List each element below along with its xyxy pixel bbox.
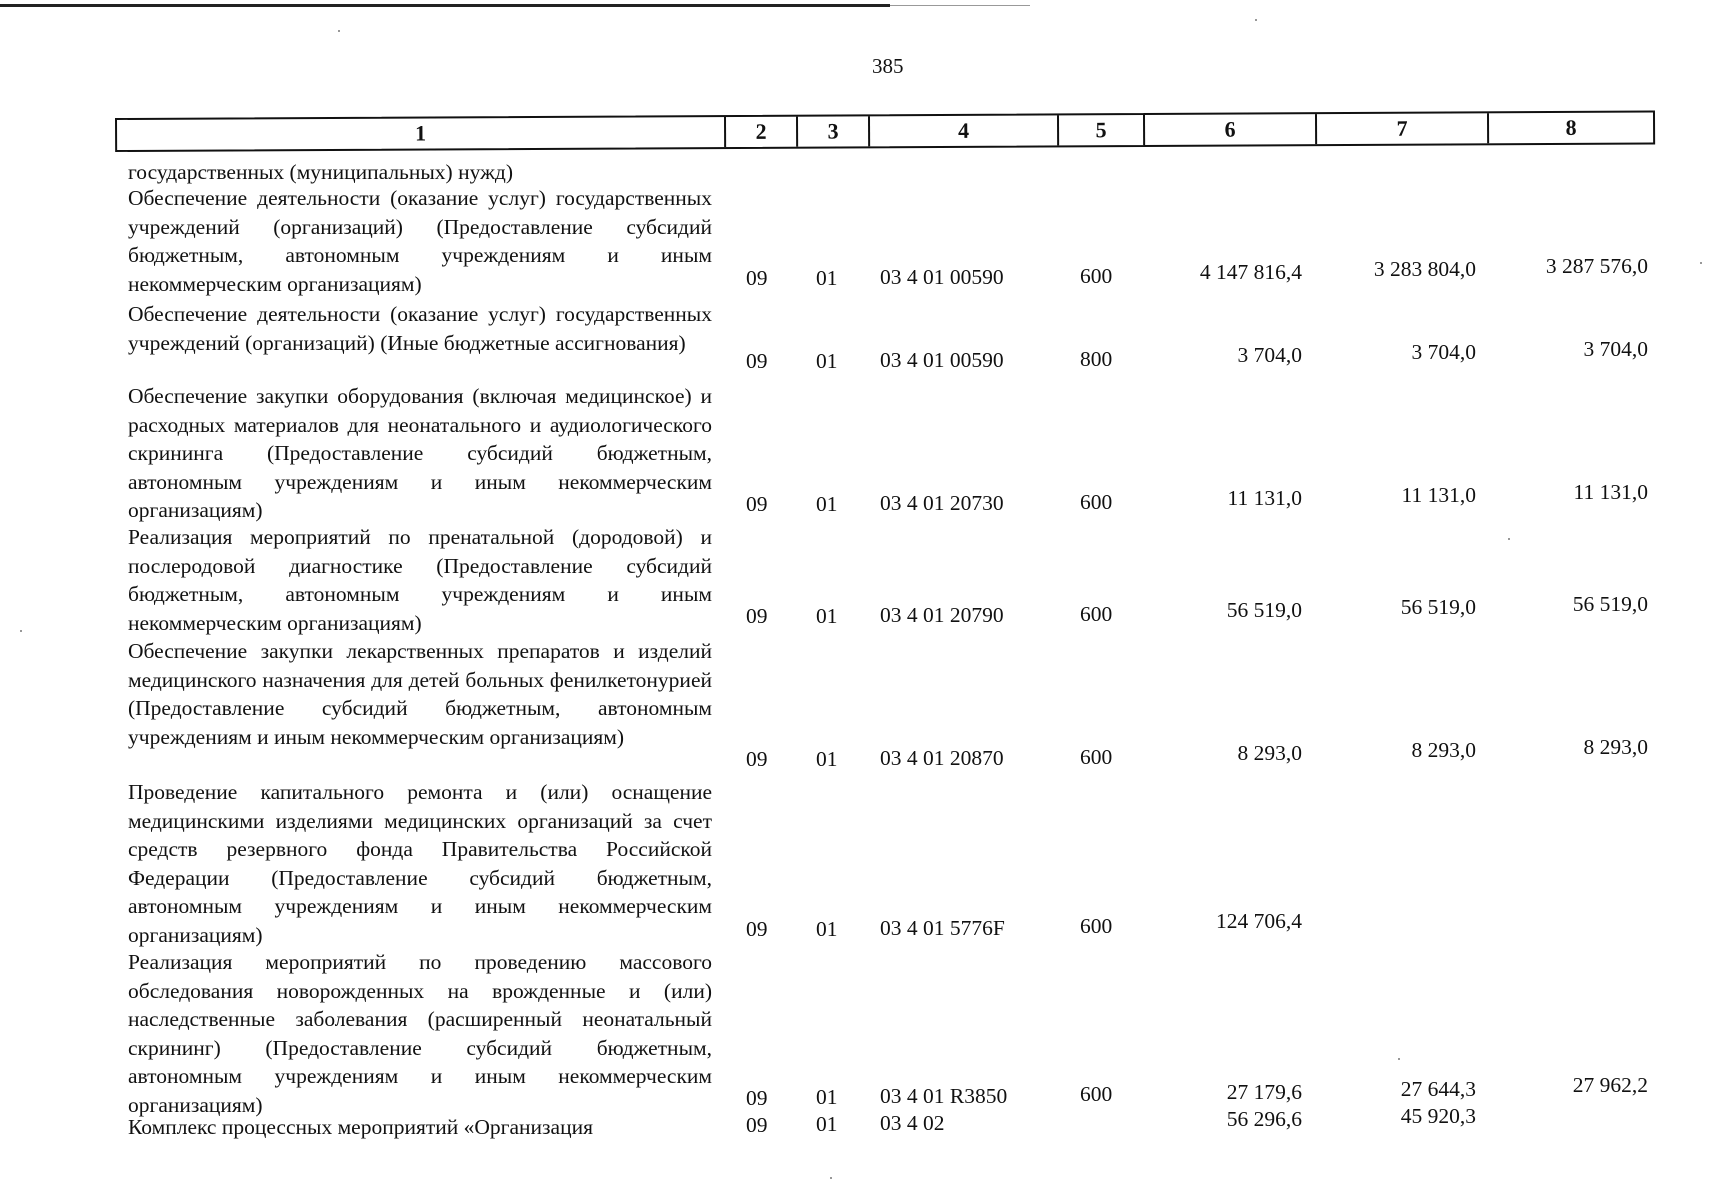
row-col-5: 600: [1080, 914, 1113, 938]
row-col-7: 3 704,0: [1411, 340, 1476, 364]
row-col-8: 11 131,0: [1573, 480, 1648, 504]
row-description: Обеспечение деятельности (оказание услуг) государственных учреждений (организаций) (Предоставление субсидий бюджетным, автономным учреждениям и иным некоммерческим организациям): [128, 186, 712, 296]
row-col-5: 600: [1080, 490, 1113, 514]
row-col-7: 8 293,0: [1411, 738, 1476, 762]
row-description: Реализация мероприятий по пренатальной (дородовой) и послеродовой диагностике (Предоставление субсидий бюджетным, автономным учреждениям и иным некоммерческим организациям): [128, 525, 712, 635]
row-col-4: 03 4 01 20870: [880, 746, 1004, 770]
scan-speck: [1398, 1058, 1400, 1060]
header-col-5: 5: [1057, 115, 1143, 145]
row-col-6: 8 293,0: [1237, 741, 1302, 765]
header-col-1: 1: [415, 120, 427, 146]
row-col-2: 09: [746, 266, 768, 290]
header-col-6: 6: [1143, 114, 1315, 145]
header-col-8: 8: [1487, 112, 1653, 143]
row-col-6: 56 519,0: [1226, 598, 1302, 622]
row-col-7: 3 283 804,0: [1373, 257, 1476, 281]
row-col-2: 09: [746, 917, 768, 941]
page-number: 385: [872, 54, 904, 78]
row-description: Проведение капитального ремонта и (или) оснащение медицинскими изделиями медицинских организаций за счет средств резервного фонда Правительства Российской Федерации (Предоставление субсидий бюджетным, автономным учреждениям и иным некоммерческим организациям): [128, 780, 712, 947]
table-header-row: [115, 110, 1655, 152]
row-col-3: 01: [816, 917, 838, 941]
row-col-5: 600: [1080, 745, 1113, 769]
row-col-2: 09: [746, 1113, 768, 1137]
row-col-3: 01: [816, 1112, 838, 1136]
row-col-4: 03 4 01 20730: [880, 491, 1004, 515]
row-col-5: 600: [1080, 1082, 1113, 1106]
row-description: Обеспечение деятельности (оказание услуг) государственных учреждений (организаций) (Иные бюджетные ассигнования): [128, 302, 712, 355]
row-col-3: 01: [816, 349, 838, 373]
row-description: Обеспечение закупки лекарственных препаратов и изделий медицинского назначения для детей больных фенилкетонурией (Предоставление субсидий бюджетным, автономным учреждениям и иным некоммерческим организациям): [128, 639, 712, 749]
row-description: Реализация мероприятий по проведению массового обследования новорожденных на врожденные и (или) наследственные заболевания (расширенный неонатальный скрининг) (Предоставление субсидий бюджетным, автономным учреждениям и иным некоммерческим организациям): [128, 950, 712, 1117]
row-col-4: 03 4 01 00590: [880, 348, 1004, 372]
scan-speck: [1255, 19, 1257, 21]
scan-speck: [20, 630, 22, 632]
scan-speck: [1700, 262, 1702, 264]
row-col-7: 56 519,0: [1400, 595, 1476, 619]
row-col-6: 124 706,4: [1216, 909, 1302, 933]
scan-speck: [1508, 538, 1510, 540]
row-col-6: 4 147 816,4: [1199, 260, 1302, 284]
row-col-7: 27 644,3: [1400, 1077, 1476, 1101]
row-col-3: 01: [816, 1085, 838, 1109]
row-description: Обеспечение закупки оборудования (включая медицинское) и расходных материалов для неонатального и аудиологического скрининга (Предоставление субсидий бюджетным, автономным учреждениям и иным некоммерческим организациям): [128, 384, 712, 522]
row-col-7: 45 920,3: [1400, 1104, 1476, 1128]
top-border-rule: [0, 4, 890, 7]
row-col-3: 01: [816, 604, 838, 628]
scan-speck: [830, 1177, 832, 1179]
row-col-8: 56 519,0: [1572, 592, 1648, 616]
header-col-4: 4: [868, 115, 1057, 146]
row-col-6: 3 704,0: [1237, 343, 1302, 367]
row-col-7: 11 131,0: [1401, 483, 1476, 507]
continuation-text: государственных (муниципальных) нужд): [128, 160, 514, 184]
row-col-2: 09: [746, 492, 768, 516]
row-col-5: 600: [1080, 602, 1113, 626]
row-col-6: 27 179,6: [1226, 1080, 1302, 1104]
row-col-3: 01: [816, 747, 838, 771]
row-col-6: 11 131,0: [1227, 486, 1302, 510]
row-col-3: 01: [816, 266, 838, 290]
row-col-8: 3 287 576,0: [1545, 254, 1648, 278]
row-col-2: 09: [746, 1086, 768, 1110]
row-col-8: 8 293,0: [1583, 735, 1648, 759]
scan-speck: [338, 30, 340, 32]
row-col-5: 600: [1080, 264, 1113, 288]
row-col-6: 56 296,6: [1226, 1107, 1302, 1131]
header-col-7: 7: [1315, 113, 1487, 144]
row-col-8: 3 704,0: [1583, 337, 1648, 361]
row-col-2: 09: [746, 604, 768, 628]
header-col-3: 3: [796, 116, 868, 146]
row-col-2: 09: [746, 747, 768, 771]
top-border-rule-thin: [890, 5, 1030, 6]
row-col-4: 03 4 01 5776F: [880, 916, 1005, 940]
row-col-4: 03 4 01 00590: [880, 265, 1004, 289]
header-col-2: 2: [724, 117, 796, 147]
row-col-2: 09: [746, 349, 768, 373]
row-col-3: 01: [816, 492, 838, 516]
row-col-8: 27 962,2: [1572, 1073, 1648, 1097]
row-col-4: 03 4 01 20790: [880, 603, 1004, 627]
row-col-4: 03 4 02: [880, 1111, 945, 1135]
row-col-4: 03 4 01 R3850: [880, 1084, 1008, 1108]
row-col-5: 800: [1080, 347, 1113, 371]
row-description: Комплекс процессных мероприятий «Организация: [128, 1115, 593, 1139]
